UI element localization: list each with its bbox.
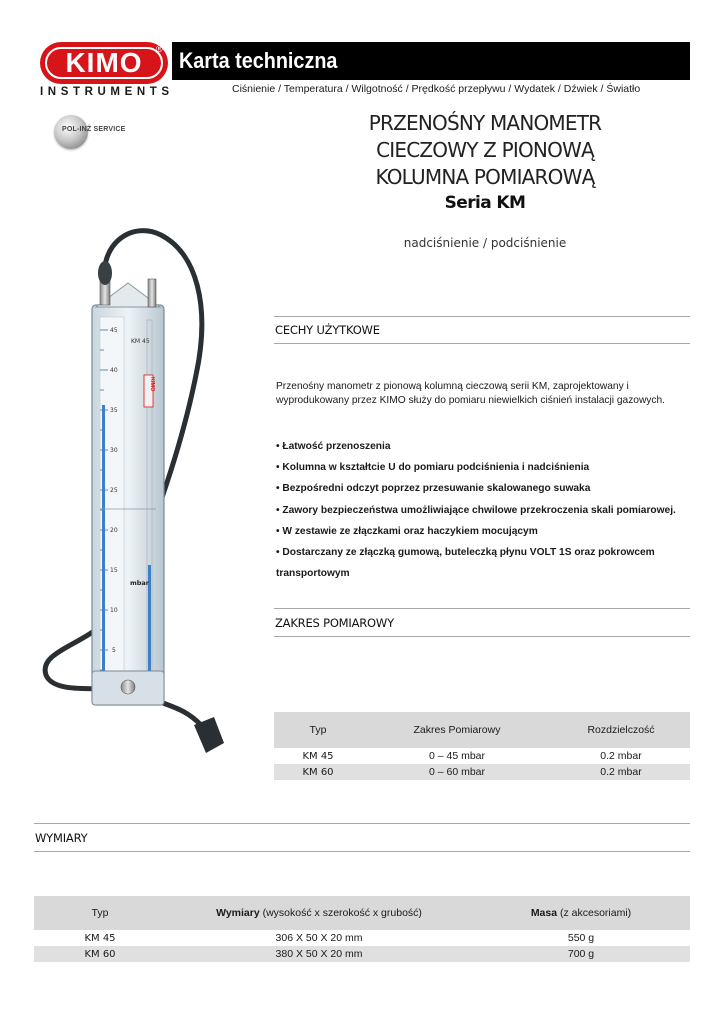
scale-label-30: 30 xyxy=(110,447,118,454)
kimo-logo-frame xyxy=(45,47,163,79)
right-connector xyxy=(148,279,156,307)
dims-size-cell: 380 X 50 X 20 mm xyxy=(166,946,472,962)
table-row xyxy=(34,930,690,946)
pol-inz-service-badge xyxy=(38,113,158,149)
dims-col-dimensions xyxy=(166,896,472,930)
dims-col-mass xyxy=(472,896,690,930)
range-value-cell: 0 – 60 mbar xyxy=(362,764,552,780)
dimensions-heading-text: WYMIARY xyxy=(35,830,88,845)
dims-type-cell: KM 60 xyxy=(34,946,166,962)
section-features-heading xyxy=(274,316,690,344)
product-series: Seria KM xyxy=(444,193,526,213)
dimensions-table xyxy=(34,896,690,962)
scale-label-35: 35 xyxy=(110,407,118,414)
badge-text: POL-INŻ SERVICE xyxy=(62,126,126,133)
dims-col-mass-bold: Masa xyxy=(530,907,558,919)
product-title-line-3: KOLUMNA POMIAROWĄ xyxy=(375,165,595,189)
table-row xyxy=(274,764,690,780)
dims-type-cell: KM 45 xyxy=(84,932,116,944)
product-title-line-2: CIECZOWY Z PIONOWĄ xyxy=(376,138,594,162)
feature-item: • Kolumna w kształtcie U do pomiaru podciśnienia i nadciśnienia xyxy=(276,462,590,474)
document-title: Karta techniczna xyxy=(179,48,338,73)
device-kimo-text: KIMO xyxy=(149,377,155,392)
dims-mass-cell: 700 g xyxy=(472,946,690,962)
dims-col-dimensions-rest: (wysokość x szerokość x grubość) xyxy=(259,907,422,919)
dims-mass-cell: 550 g xyxy=(567,932,595,944)
range-col-range: Zakres Pomiarowy xyxy=(362,712,552,748)
level-knob xyxy=(121,680,135,694)
range-table-header xyxy=(274,712,690,748)
hose-nozzle xyxy=(98,261,112,285)
dims-col-mass-rest: (z akcesoriami) xyxy=(557,907,632,919)
section-range-heading xyxy=(274,608,690,637)
title-bar xyxy=(172,42,690,80)
feature-item: • Bezpośredni odczyt poprzez przesuwanie skalowanego suwaka xyxy=(276,483,591,495)
table-row xyxy=(34,946,690,962)
features-list xyxy=(276,436,690,584)
product-description: Przenośny manometr z pionową kolumną cieczową serii KM, zaprojektowany i wyprodukowany przez KIMO służy do pomiaru niewielkich ciśnień instalacji gazowych. xyxy=(276,381,665,406)
section-dimensions-heading xyxy=(34,823,690,852)
scale-label-5: 5 xyxy=(112,647,116,654)
brand-subtitle: INSTRUMENTS xyxy=(40,86,174,98)
feature-item: • Łatwość przenoszenia xyxy=(276,441,391,452)
product-title-line-1: PRZENOŚNY MANOMETR xyxy=(368,111,602,135)
registered-mark: ® xyxy=(156,44,163,54)
table-row xyxy=(274,748,690,764)
feature-item: • W zestawie ze złączkami oraz haczykiem mocującym xyxy=(276,525,538,537)
left-liquid-column xyxy=(102,405,105,685)
feature-item: • Dostarczany ze złączką gumową, buteleczką płynu VOLT 1S oraz pokrowcem transportowym xyxy=(276,547,655,580)
dims-col-type: Typ xyxy=(34,896,166,930)
scale-label-25: 25 xyxy=(110,487,118,494)
product-mode: nadciśnienie / podciśnienie xyxy=(403,236,567,250)
range-type-cell: KM 60 xyxy=(274,764,362,780)
feature-item: • Zawory bezpieczeństwa umożliwiające chwilowe przekroczenia skali pomiarowej. xyxy=(276,504,676,516)
features-heading-text: CECHY UŻYTKOWE xyxy=(275,323,380,337)
scale-label-10: 10 xyxy=(110,607,118,614)
range-type-cell: KM 45 xyxy=(302,750,334,762)
scale-label-15: 15 xyxy=(110,567,118,574)
range-col-type: Typ xyxy=(274,712,362,748)
range-value-cell: 0 – 45 mbar xyxy=(428,750,486,762)
range-heading-text: ZAKRES POMIAROWY xyxy=(275,615,394,630)
categories-line: Ciśnienie / Temperatura / Wilgotność / Prędkość przepływu / Wydatek / Dźwiek / Światło xyxy=(232,83,641,95)
range-table xyxy=(274,712,690,780)
scale-label-20: 20 xyxy=(110,527,118,534)
product-title xyxy=(330,110,640,191)
manometer-illustration xyxy=(36,225,266,765)
device-unit-label: mbar xyxy=(130,579,150,587)
dims-size-cell: 306 X 50 X 20 mm xyxy=(275,932,363,944)
scale-label-45: 45 xyxy=(110,327,118,334)
kimo-logo xyxy=(40,42,168,84)
model-label: KM 45 xyxy=(131,338,150,345)
kimo-logo-text: KIMO xyxy=(65,47,143,78)
range-resolution-cell: 0.2 mbar xyxy=(552,764,690,780)
dims-table-header xyxy=(34,896,690,930)
range-resolution-cell: 0.2 mbar xyxy=(600,750,642,762)
scale-label-40: 40 xyxy=(110,367,118,374)
range-col-resolution: Rozdzielczość xyxy=(552,712,690,748)
dims-col-dimensions-bold: Wymiary xyxy=(216,907,260,919)
